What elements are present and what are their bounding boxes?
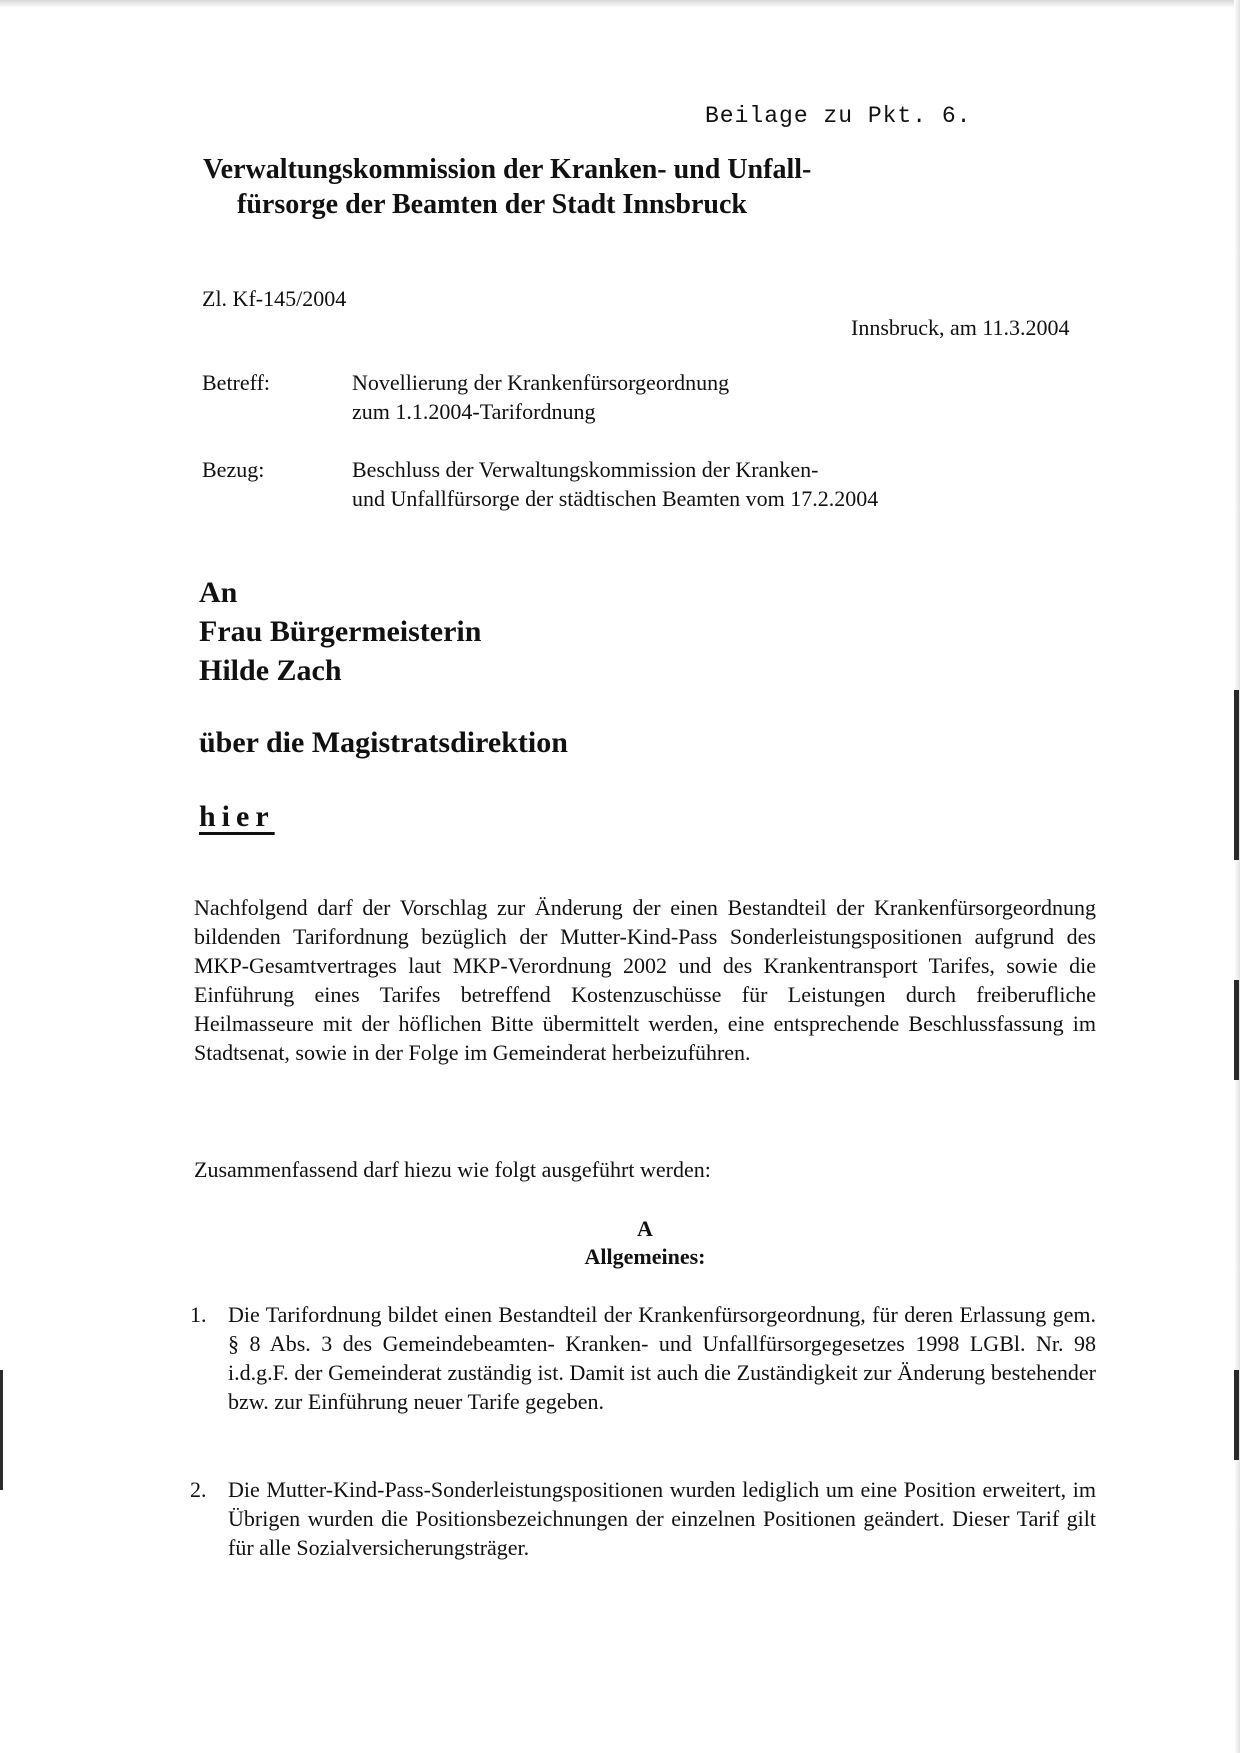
scan-mark xyxy=(1234,1370,1239,1460)
scan-edge-top xyxy=(0,0,1240,8)
list-item xyxy=(190,1300,1096,1416)
subject-value xyxy=(352,368,729,426)
organization-heading xyxy=(203,152,811,222)
section-letter: A xyxy=(637,1216,653,1241)
list-item-number: 2. xyxy=(190,1477,207,1502)
recipient-line-1: An xyxy=(199,576,238,609)
recipient-line-3: Hilde Zach xyxy=(199,654,342,687)
summary-line: Zusammenfassend darf hiezu wie folgt ausgeführt werden: xyxy=(194,1157,711,1182)
reference-line-2: und Unfallfürsorge der städtischen Beamten vom 17.2.2004 xyxy=(352,486,879,511)
attachment-note: Beilage zu Pkt. 6. xyxy=(705,103,972,129)
via-line: über die Magistratsdirektion xyxy=(199,726,568,759)
scan-edge-right xyxy=(1234,0,1240,1753)
subject-label: Betreff: xyxy=(202,370,271,395)
subject-line-2: zum 1.1.2004-Tarifordnung xyxy=(352,399,596,424)
reference-number: Zl. Kf-145/2004 xyxy=(202,286,347,311)
list-item-text: Die Mutter-Kind-Pass-Sonderleistungspositionen wurden lediglich um eine Position erweitert, im Übrigen wurden die Positionsbezeichnungen der einzelnen Positionen geändert. Dieser Tarif gilt für alle Sozialversicherungsträger. xyxy=(228,1477,1096,1560)
scan-mark xyxy=(0,1370,3,1490)
organization-line-1: Verwaltungskommission der Kranken- und Unfall- xyxy=(203,154,812,185)
scan-mark xyxy=(1234,980,1239,1080)
recipient-block xyxy=(199,573,481,690)
hier-heading: hier xyxy=(199,800,275,833)
scan-mark xyxy=(1234,690,1239,860)
intro-paragraph: Nachfolgend darf der Vorschlag zur Änderung der einen Bestandteil der Krankenfürsorgeordnung bildenden Tarifordnung bezüglich der Mutter-Kind-Pass Sonderleistungspositionen aufgrund des MKP-Gesamtvertrages laut MKP-Verordnung 2002 und des Krankentransport Tarifes, sowie die Einführung eines Tarifes betreffend Kostenzuschüsse für Leistungen durch freiberufliche Heilmasseure mit der höflichen Bitte übermittelt werden, eine entsprechende Beschlussfassung im Stadtsenat, sowie in der Folge im Gemeinderat herbeizuführen. xyxy=(194,895,1096,1065)
reference-value xyxy=(352,455,878,513)
place-date: Innsbruck, am 11.3.2004 xyxy=(851,315,1070,340)
reference-label: Bezug: xyxy=(202,457,265,482)
organization-line-2: fürsorge der Beamten der Stadt Innsbruck xyxy=(237,189,747,220)
list-item-number: 1. xyxy=(190,1302,207,1327)
reference-line-1: Beschluss der Verwaltungskommission der Kranken- xyxy=(352,457,819,482)
section-title: Allgemeines: xyxy=(584,1244,706,1269)
reference-row xyxy=(202,455,878,513)
list-item-text: Die Tarifordnung bildet einen Bestandteil der Krankenfürsorgeordnung, für deren Erlassung gem. § 8 Abs. 3 des Gemeindebeamten- Kranken- und Unfallfürsorgegesetzes 1998 LGBl. Nr. 98 i.d.g.F. der Gemeinderat zuständig ist. Damit ist auch die Zuständigkeit zur Änderung bestehender bzw. zur Einführung neuer Tarife gegeben. xyxy=(228,1302,1096,1414)
recipient-line-2: Frau Bürgermeisterin xyxy=(199,615,482,648)
subject-line-1: Novellierung der Krankenfürsorgeordnung xyxy=(352,370,730,395)
list-item xyxy=(190,1475,1096,1562)
subject-row xyxy=(202,368,729,426)
